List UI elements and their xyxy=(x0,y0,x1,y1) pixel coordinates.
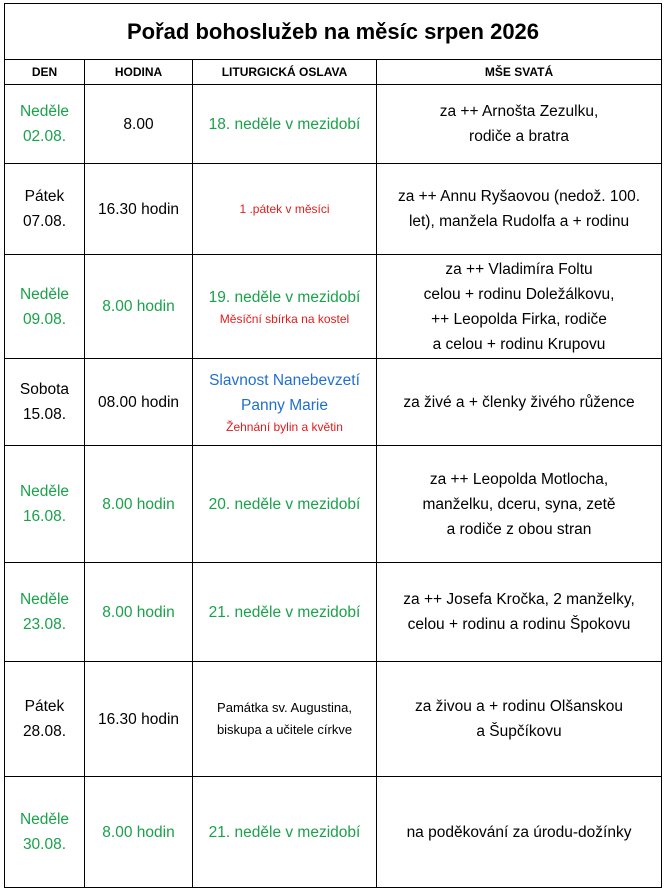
mass-cell xyxy=(377,563,662,662)
liturgy-cell xyxy=(193,255,377,359)
table-row xyxy=(5,777,662,888)
mass-cell xyxy=(377,359,662,446)
day-cell xyxy=(5,662,85,777)
table-row xyxy=(5,164,662,255)
mass-line: a rodiče z obou stran xyxy=(446,520,592,538)
column-header-time: HODINA xyxy=(85,60,193,85)
day-name: Neděle xyxy=(19,591,70,608)
mass-line: za živou a + rodinu Olšanskou xyxy=(414,698,624,715)
page-title: Pořad bohoslužeb na měsíc srpen 2026 xyxy=(5,4,662,60)
mass-line: na poděkování za úrodu-dožínky xyxy=(406,823,632,841)
table-row xyxy=(5,359,662,446)
mass-line: let), manžela Rudolfa a + rodinu xyxy=(408,213,630,230)
mass-cell xyxy=(377,662,662,777)
day-name: Sobota xyxy=(19,381,70,398)
time-cell: 16.30 hodin xyxy=(85,164,193,255)
day-cell xyxy=(5,359,85,446)
mass-line: celou + rodinu Doležálkovu, xyxy=(423,285,615,303)
day-date: 07.08. xyxy=(22,213,67,230)
day-date: 02.08. xyxy=(22,128,67,145)
column-header-liturgy: LITURGICKÁ OSLAVA xyxy=(193,60,377,85)
day-name: Pátek xyxy=(24,698,65,715)
table-row xyxy=(5,563,662,662)
time-cell: 8.00 hodin xyxy=(85,563,193,662)
day-cell xyxy=(5,777,85,888)
liturgy-name: Panny Marie xyxy=(240,397,328,414)
day-cell xyxy=(5,255,85,359)
day-name: Neděle xyxy=(19,285,70,303)
liturgy-cell: 18. neděle v mezidobí xyxy=(193,85,377,164)
time-cell: 8.00 hodin xyxy=(85,446,193,563)
time-cell: 8.00 hodin xyxy=(85,777,193,888)
mass-line: za ++ Vladimíra Foltu xyxy=(445,260,593,278)
mass-cell xyxy=(377,164,662,255)
table-row xyxy=(5,255,662,359)
liturgy-note: Měsíční sbírka na kostel xyxy=(219,312,350,326)
time-cell: 8.00 hodin xyxy=(85,255,193,359)
liturgy-cell: 21. neděle v mezidobí xyxy=(193,777,377,888)
day-date: 23.08. xyxy=(22,616,67,633)
day-cell xyxy=(5,563,85,662)
mass-line: celou + rodinu a rodinu Špokovu xyxy=(407,616,631,633)
day-cell xyxy=(5,446,85,563)
mass-line: za živé a + členky živého růžence xyxy=(403,393,635,411)
day-date: 15.08. xyxy=(22,406,67,423)
column-header-mass: MŠE SVATÁ xyxy=(377,60,662,85)
day-date: 16.08. xyxy=(22,508,67,525)
mass-line: a celou + rodinu Krupovu xyxy=(432,335,606,353)
title-row xyxy=(5,4,662,60)
mass-line: rodiče a bratra xyxy=(469,128,569,145)
time-cell: 08.00 hodin xyxy=(85,359,193,446)
day-date: 09.08. xyxy=(22,310,67,328)
liturgy-name: Památka sv. Augustina, xyxy=(217,700,352,715)
day-name: Neděle xyxy=(19,483,70,500)
column-header-day: DEN xyxy=(5,60,85,85)
mass-cell xyxy=(377,446,662,563)
liturgy-note: Žehnání bylin a květin xyxy=(226,420,343,434)
day-name: Pátek xyxy=(24,188,65,205)
liturgy-name: biskupa a učitele církve xyxy=(216,722,353,737)
liturgy-name: Slavnost Nanebevzetí xyxy=(209,372,360,389)
schedule-table xyxy=(4,3,662,888)
liturgy-cell: 20. neděle v mezidobí xyxy=(193,446,377,563)
liturgy-cell xyxy=(193,662,377,777)
mass-line: za ++ Annu Ryšaovou (nedož. 100. xyxy=(397,188,641,205)
table-row xyxy=(5,446,662,563)
mass-line: za ++ Arnošta Zezulku, xyxy=(439,103,599,120)
day-date: 30.08. xyxy=(22,836,67,853)
day-name: Neděle xyxy=(19,103,70,120)
liturgy-note: 1 .pátek v měsíci xyxy=(193,164,377,255)
time-cell: 8.00 xyxy=(85,85,193,164)
day-cell xyxy=(5,85,85,164)
mass-cell xyxy=(377,85,662,164)
day-date: 28.08. xyxy=(22,723,67,740)
header-row xyxy=(5,60,662,85)
mass-cell xyxy=(377,255,662,359)
liturgy-name: 19. neděle v mezidobí xyxy=(208,289,361,306)
mass-line: ++ Leopolda Firka, rodiče xyxy=(431,310,607,328)
mass-cell xyxy=(377,777,662,888)
day-name: Neděle xyxy=(19,811,70,828)
day-cell xyxy=(5,164,85,255)
mass-line: za ++ Josefa Kročka, 2 manželky, xyxy=(403,591,635,608)
mass-line: a Šupčíkovu xyxy=(476,723,562,740)
mass-line: za ++ Leopolda Motlocha, xyxy=(429,470,609,488)
liturgy-cell: 21. neděle v mezidobí xyxy=(193,563,377,662)
mass-line: manželku, dceru, syna, zetě xyxy=(422,495,616,513)
time-cell: 16.30 hodin xyxy=(85,662,193,777)
table-row xyxy=(5,662,662,777)
liturgy-cell xyxy=(193,359,377,446)
table-row xyxy=(5,85,662,164)
